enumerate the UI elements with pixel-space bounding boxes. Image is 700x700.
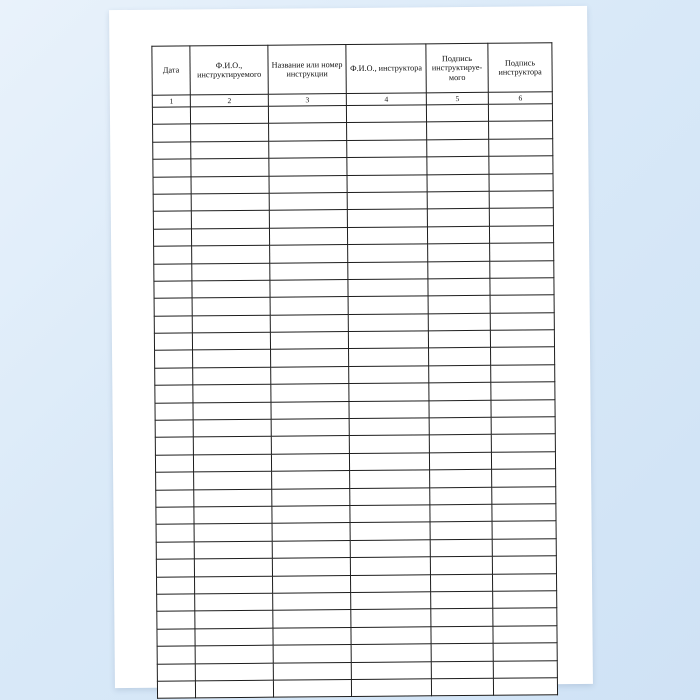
table-cell (431, 643, 493, 661)
column-number-4: 4 (346, 93, 426, 106)
table-cell (349, 453, 429, 471)
table-cell (429, 435, 491, 453)
table-cell (351, 592, 431, 610)
table-cell (428, 261, 490, 279)
table-cell (194, 524, 272, 542)
table-cell (492, 486, 556, 504)
table-cell (430, 522, 492, 540)
table-cell (194, 576, 272, 594)
table-row (157, 678, 557, 699)
table-cell (348, 296, 428, 314)
table-cell (429, 400, 491, 418)
table-cell (157, 663, 195, 681)
table-cell (271, 453, 349, 471)
table-cell (489, 139, 553, 157)
table-cell (490, 260, 554, 278)
table-cell (430, 504, 492, 522)
table-cell (193, 384, 271, 402)
table-cell (195, 680, 273, 698)
table-cell (193, 454, 271, 472)
table-cell (428, 278, 490, 296)
table-cell (271, 384, 349, 402)
table-cell (490, 295, 554, 313)
table-cell (428, 243, 490, 261)
column-header-trainee-signature-line-3: мого (448, 72, 466, 82)
table-cell (271, 419, 349, 437)
table-cell (427, 226, 489, 244)
table-cell (194, 506, 272, 524)
table-cell (155, 403, 193, 421)
table-cell (489, 173, 553, 191)
table-cell (269, 140, 347, 158)
table-cell (272, 575, 350, 593)
table-cell (191, 124, 269, 142)
table-cell (195, 611, 273, 629)
header-row (152, 43, 552, 95)
table-cell (155, 455, 193, 473)
table-cell (193, 419, 271, 437)
table-cell (351, 627, 431, 645)
table-cell (191, 211, 269, 229)
table-cell (156, 576, 194, 594)
table-cell (490, 243, 554, 261)
table-cell (429, 383, 491, 401)
table-cell (489, 225, 553, 243)
table-cell (156, 559, 194, 577)
table-cell (349, 366, 429, 384)
table-cell (346, 105, 426, 123)
table-cell (348, 331, 428, 349)
table-cell (348, 279, 428, 297)
table-cell (271, 401, 349, 419)
table-cell (430, 487, 492, 505)
column-number-1: 1 (152, 95, 190, 107)
table-cell (348, 261, 428, 279)
table-cell (349, 383, 429, 401)
table-cell (270, 279, 348, 297)
table-cell (272, 506, 350, 524)
table-cell (194, 489, 272, 507)
table-cell (430, 556, 492, 574)
table-cell (191, 141, 269, 159)
table-cell (430, 574, 492, 592)
table-cell (192, 315, 270, 333)
column-header-date (152, 46, 190, 95)
table-cell (154, 298, 192, 316)
table-cell (195, 663, 273, 681)
table-cell (192, 245, 270, 263)
table-cell (428, 330, 490, 348)
table-cell (431, 609, 493, 627)
table-cell (272, 488, 350, 506)
table-cell (156, 489, 194, 507)
table-cell (427, 139, 489, 157)
table-cell (271, 349, 349, 367)
table-cell (351, 644, 431, 662)
table-cell (155, 420, 193, 438)
table-cell (350, 505, 430, 523)
table-cell (155, 368, 193, 386)
table-cell (195, 645, 273, 663)
table-cell (427, 122, 489, 140)
table-cell (427, 156, 489, 174)
table-cell (350, 540, 430, 558)
table-cell (492, 504, 556, 522)
table-header (152, 43, 553, 107)
table-cell (270, 332, 348, 350)
column-header-instruction-name-line-2: инструкции (286, 69, 328, 79)
table-cell (273, 662, 351, 680)
table-cell (350, 487, 430, 505)
column-header-instructor-signature-line-2: инструктора (498, 67, 542, 77)
table-cell (427, 209, 489, 227)
table-cell (273, 645, 351, 663)
table-cell (349, 348, 429, 366)
table-cell (193, 402, 271, 420)
column-number-3: 3 (268, 94, 346, 107)
table-cell (270, 314, 348, 332)
table-cell (271, 436, 349, 454)
table-cell (490, 312, 554, 330)
table-cell (347, 122, 427, 140)
table-cell (273, 679, 351, 697)
table-cell (430, 539, 492, 557)
paper-sheet (109, 6, 593, 688)
table-cell (431, 678, 493, 696)
table-cell (156, 524, 194, 542)
table-cell (157, 594, 195, 612)
table-cell (491, 365, 555, 383)
column-header-date-line-1: Дата (162, 65, 180, 76)
column-header-instructor-signature (488, 43, 552, 93)
table-cell (194, 471, 272, 489)
table-cell (493, 660, 557, 678)
table-cell (428, 296, 490, 314)
table-cell (156, 542, 194, 560)
table-cell (191, 228, 269, 246)
table-cell (153, 142, 191, 160)
table-cell (347, 140, 427, 158)
table-cell (489, 156, 553, 174)
table-cell (429, 452, 491, 470)
table-cell (491, 452, 555, 470)
table-cell (431, 626, 493, 644)
table-cell (431, 661, 493, 679)
table-cell (272, 540, 350, 558)
table-cell (273, 592, 351, 610)
table-cell (347, 192, 427, 210)
table-cell (270, 297, 348, 315)
table-cell (349, 435, 429, 453)
table-cell (430, 469, 492, 487)
journal-table (151, 42, 558, 699)
column-header-trainee-signature (426, 43, 488, 93)
table-cell (493, 625, 557, 643)
table-cell (490, 330, 554, 348)
table-cell (271, 366, 349, 384)
table-cell (347, 227, 427, 245)
table-cell (157, 629, 195, 647)
table-cell (492, 573, 556, 591)
table-cell (272, 523, 350, 541)
table-cell (190, 106, 268, 124)
table-cell (489, 191, 553, 209)
table-cell (349, 418, 429, 436)
table-cell (347, 209, 427, 227)
table-cell (153, 211, 191, 229)
table-cell (194, 541, 272, 559)
table-cell (272, 471, 350, 489)
table-cell (157, 611, 195, 629)
column-header-trainee-signature-line-1: Подпись (441, 54, 473, 64)
table-cell (427, 191, 489, 209)
table-cell (195, 628, 273, 646)
column-header-instructor-name-line-1: Ф.И.О., инструктора (350, 63, 423, 74)
table-cell (490, 278, 554, 296)
table-cell (193, 367, 271, 385)
table-cell (351, 609, 431, 627)
table-cell (431, 591, 493, 609)
table-cell (488, 104, 552, 122)
table-cell (351, 679, 431, 697)
table-cell (157, 646, 195, 664)
table-cell (273, 627, 351, 645)
table-cell (429, 348, 491, 366)
column-header-trainee-signature-line-2: инструктируе- (431, 63, 483, 73)
table-cell (492, 469, 556, 487)
table-cell (491, 434, 555, 452)
table-cell (269, 227, 347, 245)
table-cell (351, 661, 431, 679)
table-cell (154, 246, 192, 264)
column-header-trainee-name-line-2: инструктируемого (197, 69, 262, 80)
table-cell (269, 210, 347, 228)
table-cell (492, 556, 556, 574)
table-cell (492, 521, 556, 539)
table-cell (194, 558, 272, 576)
table-cell (491, 417, 555, 435)
table-cell (350, 470, 430, 488)
table-cell (191, 158, 269, 176)
column-header-trainee-name-line-1: Ф.И.О., (215, 60, 243, 70)
table-cell (427, 174, 489, 192)
column-header-instruction-name (268, 45, 346, 95)
column-header-instructor-name (346, 44, 426, 94)
table-cell (489, 121, 553, 139)
table-cell (192, 280, 270, 298)
table-cell (429, 417, 491, 435)
table-cell (426, 104, 488, 122)
table-cell (191, 193, 269, 211)
table-cell (152, 107, 190, 125)
table-cell (492, 538, 556, 556)
table-cell (493, 591, 557, 609)
table-cell (491, 382, 555, 400)
table-cell (272, 558, 350, 576)
table-cell (193, 437, 271, 455)
table-cell (348, 244, 428, 262)
table-cell (156, 507, 194, 525)
table-cell (191, 176, 269, 194)
column-number-5: 5 (426, 92, 488, 105)
table-cell (493, 643, 557, 661)
table-body (152, 104, 557, 699)
table-cell (428, 313, 490, 331)
table-cell (429, 365, 491, 383)
column-header-instructor-signature-line-1: Подпись (504, 58, 536, 68)
table-cell (349, 400, 429, 418)
table-cell (153, 124, 191, 142)
table-cell (348, 314, 428, 332)
table-cell (270, 245, 348, 263)
table-cell (493, 678, 557, 696)
table-cell (154, 316, 192, 334)
table-cell (491, 347, 555, 365)
table-cell (155, 350, 193, 368)
table-cell (269, 158, 347, 176)
table-cell (489, 208, 553, 226)
table-cell (350, 557, 430, 575)
column-number-2: 2 (190, 94, 268, 107)
table-cell (154, 333, 192, 351)
table-cell (155, 437, 193, 455)
table-cell (192, 298, 270, 316)
column-header-trainee-name (190, 45, 268, 95)
table-cell (350, 574, 430, 592)
journal-table-container (151, 42, 557, 699)
table-cell (269, 123, 347, 141)
table-cell (157, 681, 195, 699)
table-cell (269, 192, 347, 210)
table-cell (347, 157, 427, 175)
table-cell (155, 385, 193, 403)
column-header-instruction-name-line-1: Название или номер (271, 59, 343, 70)
table-cell (193, 350, 271, 368)
table-cell (273, 610, 351, 628)
table-cell (154, 263, 192, 281)
table-cell (154, 281, 192, 299)
table-cell (156, 472, 194, 490)
table-cell (347, 174, 427, 192)
table-cell (153, 194, 191, 212)
table-cell (153, 159, 191, 177)
table-cell (192, 332, 270, 350)
table-cell (491, 399, 555, 417)
table-cell (493, 608, 557, 626)
column-number-6: 6 (488, 92, 552, 105)
table-cell (195, 593, 273, 611)
table-cell (192, 263, 270, 281)
table-cell (153, 176, 191, 194)
table-cell (270, 262, 348, 280)
table-cell (350, 522, 430, 540)
table-cell (153, 229, 191, 247)
table-cell (269, 175, 347, 193)
table-cell (268, 106, 346, 124)
